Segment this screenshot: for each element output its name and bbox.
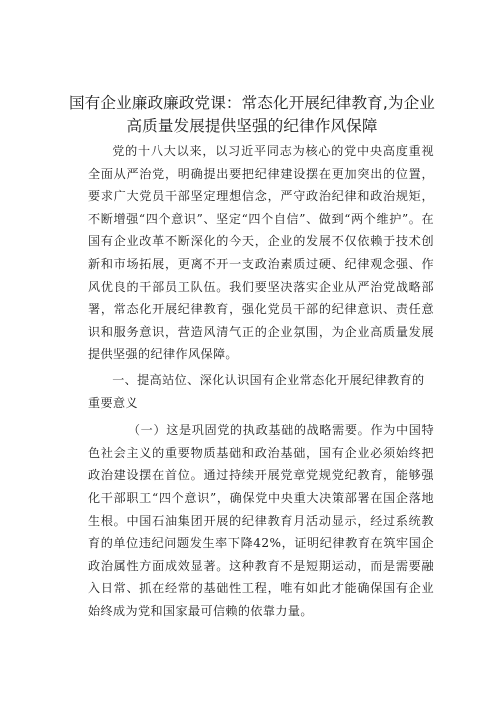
intro-paragraph: 党的十八大以来，以习近平同志为核心的党中央高度重视全面从严治党，明确提出要把纪律建设摆在更加突出的位置，要求广大党员干部坚定理想信念，严守政治纪律和政治规矩，不断增强“四个意识”、坚定“四个自信”、做到“两个维护”。在国有企业改革不断深化的今天，企业的发展不仅依赖于技术创新和市场拓展，更离不开一支政治素质过硬、纪律观念强、作风优良的干部员工队伍。我们要坚决落实企业从严治党战略部署，常态化开展纪律教育，强化党员干部的纪律意识、责任意识和服务意识，营造风清气正的企业氛围，为企业高质量发展提供坚强的纪律作风保障。 [88, 144, 434, 362]
document-title: 国有企业廉政廉政党课：常态化开展纪律教育,为企业高质量发展提供坚强的纪律作风保障 [68, 94, 435, 135]
document-body [88, 140, 434, 622]
section-1-paragraph-1: （一）这是巩固党的执政基础的战略需要。作为中国特色社会主义的重要物质基础和政治基础，国有企业必须始终把政治建设摆在首位。通过持续开展党章党规党纪教育，能够强化干部职工“四个意识”，确保党中央重大决策部署在国企落地生根。中国石油集团开展的纪律教育月活动显示，经过系统教育的单位违纪问题发生率下降42%，证明纪律教育在筑牢国企政治属性方面成效显著。这种教育不是短期运动，而是需要融入日常、抓在经常的基础性工程，唯有如此才能确保国有企业始终成为党和国家最可信赖的依靠力量。 [88, 423, 434, 618]
section-1-heading: 一、提高站位、深化认识国有企业常态化开展纪律教育的重要意义 [88, 372, 425, 410]
